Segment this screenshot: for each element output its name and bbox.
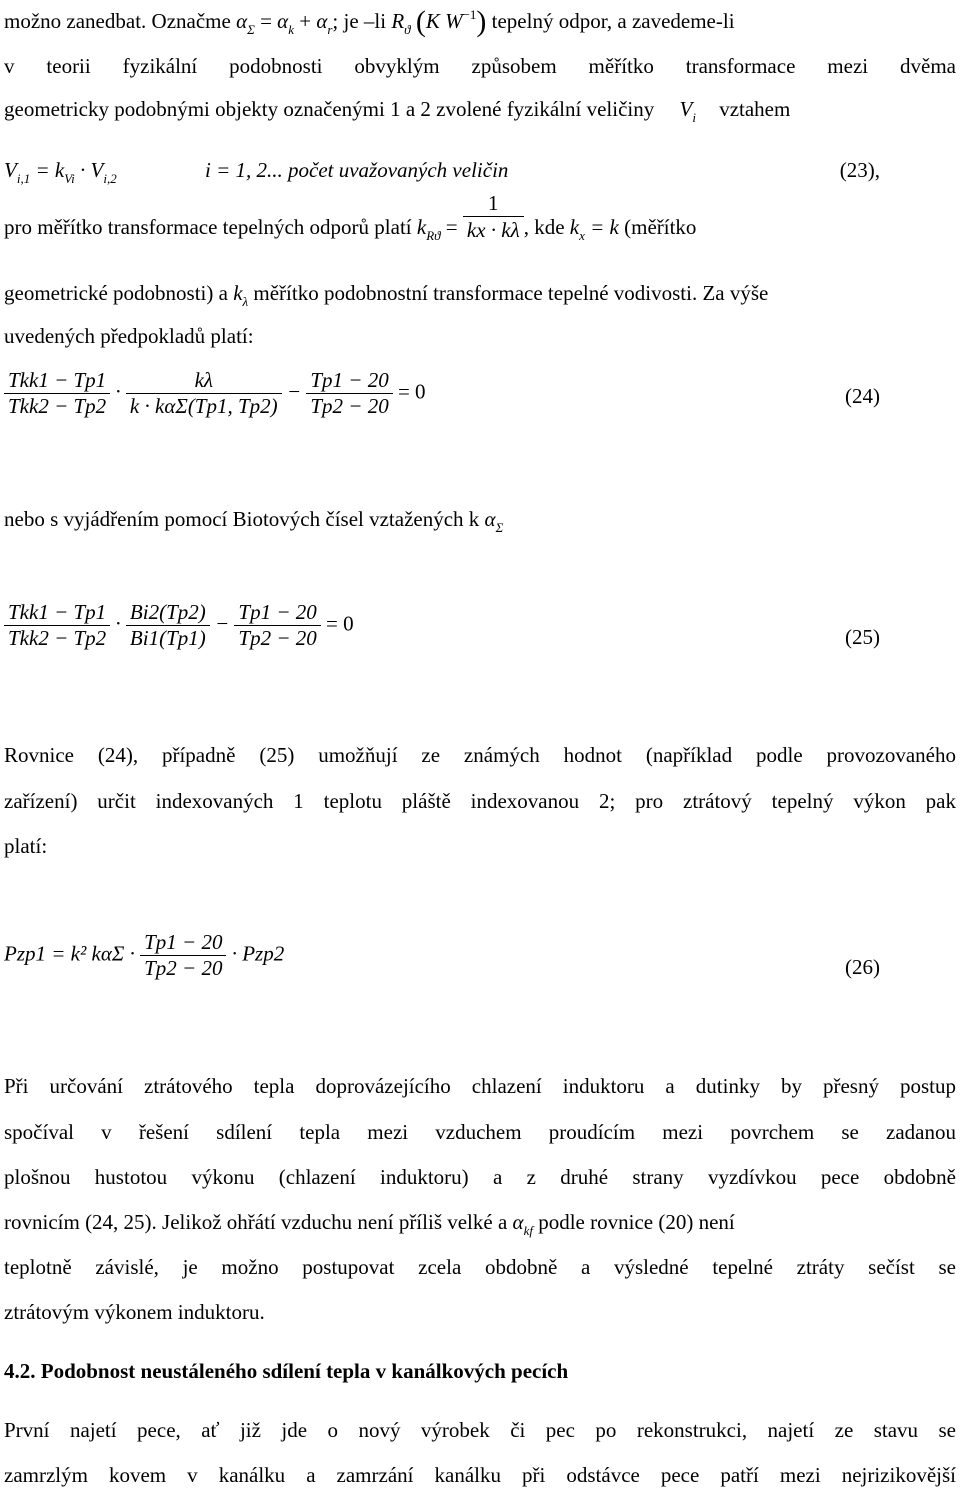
fraction (463, 190, 524, 243)
fraction-2 (126, 600, 210, 651)
denominator: Bi1(Tp1) (129, 626, 206, 650)
rhs: = 0 (326, 611, 354, 636)
paragraph-1-line-3 (4, 96, 956, 125)
subscript: x (579, 228, 585, 243)
fraction-3 (306, 368, 392, 419)
text: = k (584, 215, 619, 239)
text: geometricky podobnými objekty označenými 1 a 2 zvolené fyzikální veličiny (4, 97, 660, 121)
subscript: λ (242, 294, 249, 309)
equation-24 (4, 368, 426, 419)
text: tepelný odpor, a zavedeme-li (486, 9, 735, 33)
fraction-1 (4, 600, 110, 651)
dot: · (115, 379, 121, 404)
paragraph-2-line-2 (4, 280, 956, 309)
alpha-symbol: α (484, 507, 496, 531)
subscript: i,1 (16, 171, 31, 186)
equation-24-number: (24) (845, 384, 880, 408)
numerator: Tp1 − 20 (234, 600, 320, 626)
kf-sub: kf (523, 1223, 533, 1238)
equation-25 (4, 600, 354, 651)
subscript: Vi (64, 171, 75, 186)
paragraph-5-line-5: teplotně závislé, je možno postupovat zcela obdobně a výsledné tepelné ztráty sečíst se (4, 1255, 956, 1279)
paragraph-4-line-3: platí: (4, 834, 48, 858)
numerator: 1 (463, 190, 524, 217)
denominator: Tp2 − 20 (310, 394, 389, 418)
k-symbol: k (233, 281, 243, 305)
text: = k (30, 158, 65, 182)
subscript: i,2 (103, 171, 117, 186)
equation-26-number: (26) (845, 955, 880, 979)
text: možno zanedbat. Označme (4, 9, 237, 33)
equation-26 (4, 930, 284, 981)
paragraph-5-line-1: Při určování ztrátového tepla doprovázejícího chlazení induktoru a dutinky by přesný postup (4, 1074, 956, 1098)
theta-sub: ϑ (404, 22, 411, 37)
equation-25-number: (25) (845, 625, 880, 649)
v-symbol: V (4, 158, 17, 182)
denominator: k · kαΣ(Tp1, Tp2) (129, 394, 278, 418)
text: + (293, 9, 317, 33)
minus: − (215, 611, 230, 636)
text: pro měřítko transformace tepelných odporů platí (4, 215, 417, 239)
text: = (254, 9, 278, 33)
numerator: Tp1 − 20 (140, 930, 226, 956)
paragraph-1-line-2: v teorii fyzikální podobnosti obvyklým způsobem měřítko transformace mezi dvěma (4, 54, 956, 78)
alpha-symbol: α (277, 9, 289, 33)
sigma-sub: Σ (247, 22, 255, 37)
k-sub: k (288, 22, 294, 37)
fraction-2 (126, 368, 282, 419)
paren-close: ) (476, 5, 487, 38)
denominator: kx · kλ (466, 217, 520, 242)
paragraph-3 (4, 506, 956, 535)
denominator: Tp2 − 20 (144, 956, 223, 980)
exponent: −1 (462, 7, 477, 22)
text: podle rovnice (20) není (532, 1210, 735, 1234)
i-sub: i (692, 110, 696, 125)
lhs: Pzp1 = k² kαΣ · (4, 941, 135, 966)
paragraph-2-line-3: uvedených předpokladů platí: (4, 324, 254, 348)
r-symbol: R (391, 9, 405, 33)
fraction (140, 930, 226, 981)
rhs: · Pzp2 (231, 941, 285, 966)
text: = (440, 215, 463, 239)
equation-23 (4, 158, 117, 186)
text: geometrické podobnosti) a (4, 281, 234, 305)
subscript: Rϑ (426, 228, 441, 243)
text: nebo s vyjádřením pomocí Biotových čísel vztažených k (4, 507, 485, 531)
denominator: Tkk2 − Tp2 (8, 394, 107, 418)
paragraph-5-line-4 (4, 1209, 956, 1238)
sigma-sub: Σ (495, 520, 504, 535)
paragraph-6-line-2: zamrzlým kovem v kanálku a zamrzání kanálku při odstávce pece patří mezi nejrizikovější (4, 1463, 956, 1487)
paragraph-5-line-6: ztrátovým výkonem induktoru. (4, 1300, 265, 1324)
minus: − (286, 379, 302, 404)
paragraph-5-line-3: plošnou hustotou výkonu (chlazení induktoru) a z druhé strany vyzdívkou pece obdobně (4, 1165, 956, 1189)
denominator: Tkk2 − Tp2 (8, 626, 107, 650)
text: ; je –li (332, 9, 392, 33)
dot: · (115, 611, 121, 636)
alpha-symbol: α (512, 1210, 524, 1234)
paragraph-2-line-1 (4, 190, 956, 243)
numerator: Tkk1 − Tp1 (4, 368, 110, 394)
alpha-symbol: α (236, 9, 248, 33)
numerator: kλ (126, 368, 282, 394)
k-symbol: k (569, 215, 580, 239)
unit-text: K W (425, 9, 463, 33)
denominator: Tp2 − 20 (238, 626, 317, 650)
fraction-1 (4, 368, 110, 419)
numerator: Bi2(Tp2) (126, 600, 210, 626)
text: měřítko podobnostní transformace tepelné vodivosti. Za výše (248, 281, 769, 305)
paragraph-1-line-1 (4, 6, 956, 37)
section-heading: 4.2. Podobnost neustáleného sdílení tepla v kanálkových pecích (4, 1359, 569, 1383)
fraction-3 (234, 600, 320, 651)
v-symbol: V (679, 97, 693, 121)
rhs: = 0 (397, 379, 426, 404)
k-symbol: k (416, 215, 427, 239)
r-sub: r (327, 22, 333, 37)
equation-23-condition: i = 1, 2... počet uvažovaných veličin (205, 158, 509, 182)
numerator: Tkk1 − Tp1 (4, 600, 110, 626)
alpha-symbol: α (316, 9, 328, 33)
text: , kde (523, 215, 570, 239)
text: (měřítko (618, 215, 697, 239)
equation-23-number: (23), (839, 158, 880, 182)
paragraph-4-line-1: Rovnice (24), případně (25) umožňují ze známých hodnot (například podle provozovaného (4, 743, 956, 767)
numerator: Tp1 − 20 (306, 368, 392, 394)
paren-open: ( (415, 5, 426, 38)
text: rovnicím (24, 25). Jelikož ohřátí vzduchu není příliš velké a (4, 1210, 513, 1234)
paragraph-5-line-2: spočíval v řešení sdílení tepla mezi vzduchem proudícím mezi povrchem se zadanou (4, 1120, 956, 1144)
text: · V (74, 158, 104, 182)
paragraph-4-line-2: zařízení) určit indexovaných 1 teplotu pláště indexovanou 2; pro ztrátový tepelný výkon pak (4, 789, 956, 813)
text: vztahem (713, 97, 791, 121)
paragraph-6-line-1: První najetí pece, ať již jde o nový výrobek či pec po rekonstrukci, najetí ze stavu se (4, 1418, 956, 1442)
